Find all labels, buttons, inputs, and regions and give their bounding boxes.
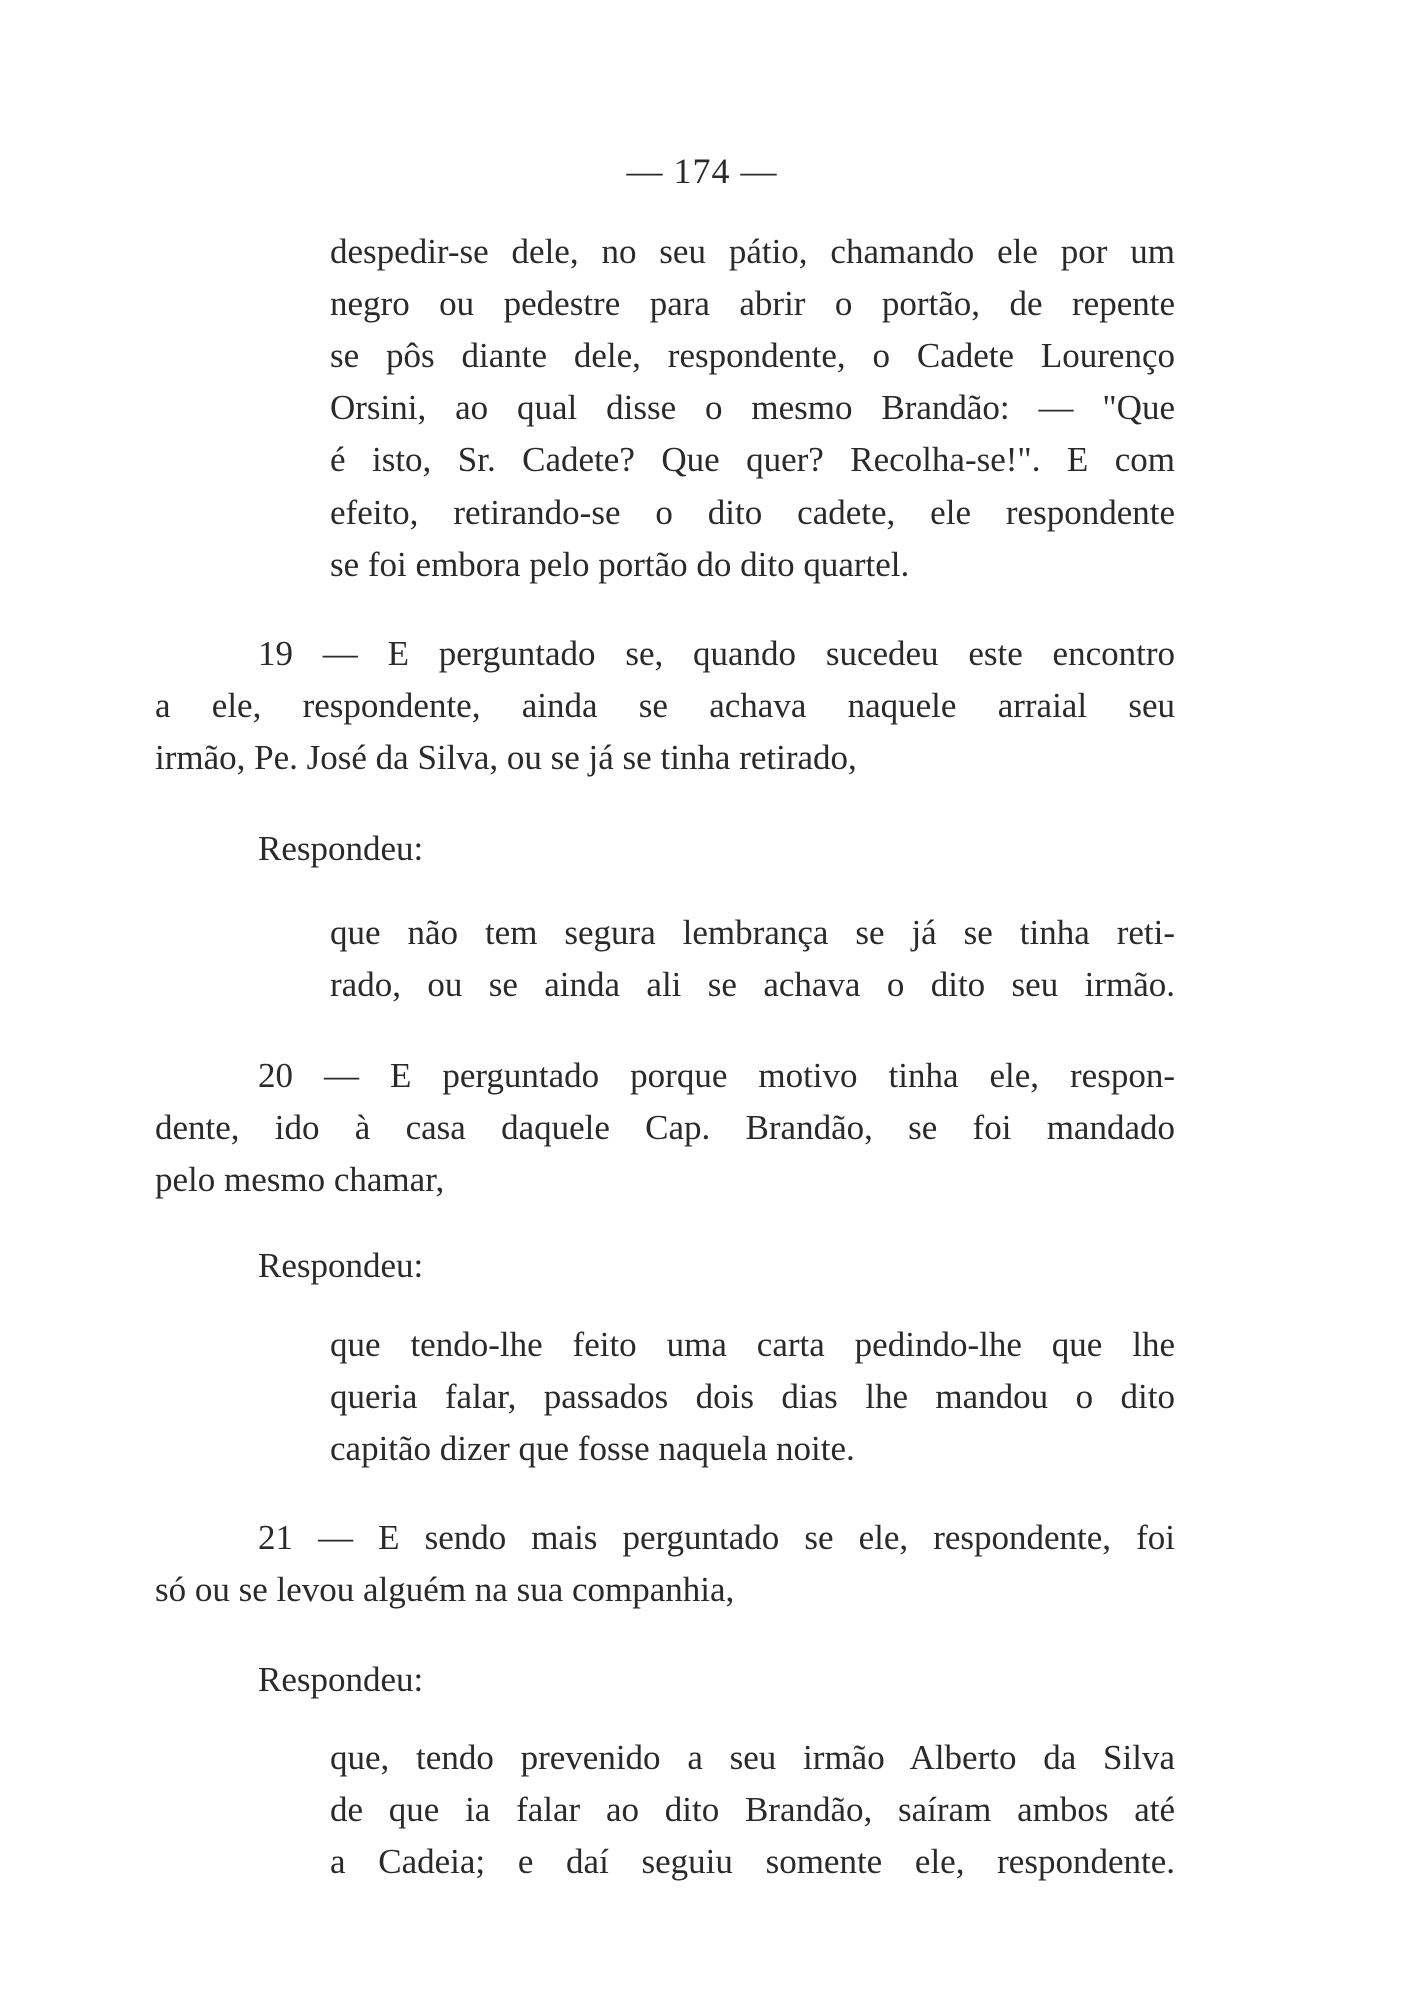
question-line: pelo mesmo chamar, <box>155 1160 445 1199</box>
respondeu-label: Respondeu: <box>258 829 424 868</box>
question-line: 20 — E perguntado porque motivo tinha ele, respon- <box>258 1056 1175 1095</box>
text-line: se pôs diante dele, respondente, o Cadete Lourenço <box>330 336 1175 375</box>
question-line: dente, ido à casa daquele Cap. Brandão, se foi mandado <box>155 1108 1175 1147</box>
text-line: Orsini, ao qual disse o mesmo Brandão: — "Que <box>330 388 1175 427</box>
respondeu-label: Respondeu: <box>258 1660 424 1699</box>
text-line: é isto, Sr. Cadete? Que quer? Recolha-se!". E com <box>330 440 1175 479</box>
page-number: — 174 — <box>626 151 778 191</box>
question-line: irmão, Pe. José da Silva, ou se já se tinha retirado, <box>155 738 857 777</box>
question-line: a ele, respondente, ainda se achava naquele arraial seu <box>155 686 1175 725</box>
question-line: só ou se levou alguém na sua companhia, <box>155 1570 735 1609</box>
answer-line: de que ia falar ao dito Brandão, saíram ambos até <box>330 1790 1175 1829</box>
question-line: 19 — E perguntado se, quando sucedeu este encontro <box>258 634 1175 673</box>
text-line: efeito, retirando-se o dito cadete, ele respondente <box>330 493 1175 532</box>
answer-line: rado, ou se ainda ali se achava o dito seu irmão. <box>330 965 1175 1004</box>
answer-line: que, tendo prevenido a seu irmão Alberto da Silva <box>330 1738 1175 1777</box>
text-line: se foi embora pelo portão do dito quartel. <box>330 545 910 584</box>
answer-line: a Cadeia; e daí seguiu somente ele, respondente. <box>330 1842 1175 1881</box>
respondeu-label: Respondeu: <box>258 1246 424 1285</box>
answer-line: que não tem segura lembrança se já se tinha reti- <box>330 913 1175 952</box>
answer-line: que tendo-lhe feito uma carta pedindo-lhe que lhe <box>330 1325 1175 1364</box>
answer-line: capitão dizer que fosse naquela noite. <box>330 1429 855 1468</box>
question-line: 21 — E sendo mais perguntado se ele, respondente, foi <box>258 1518 1175 1557</box>
answer-line: queria falar, passados dois dias lhe mandou o dito <box>330 1377 1175 1416</box>
text-line: despedir-se dele, no seu pátio, chamando ele por um <box>330 232 1175 271</box>
text-line: negro ou pedestre para abrir o portão, de repente <box>330 284 1175 323</box>
